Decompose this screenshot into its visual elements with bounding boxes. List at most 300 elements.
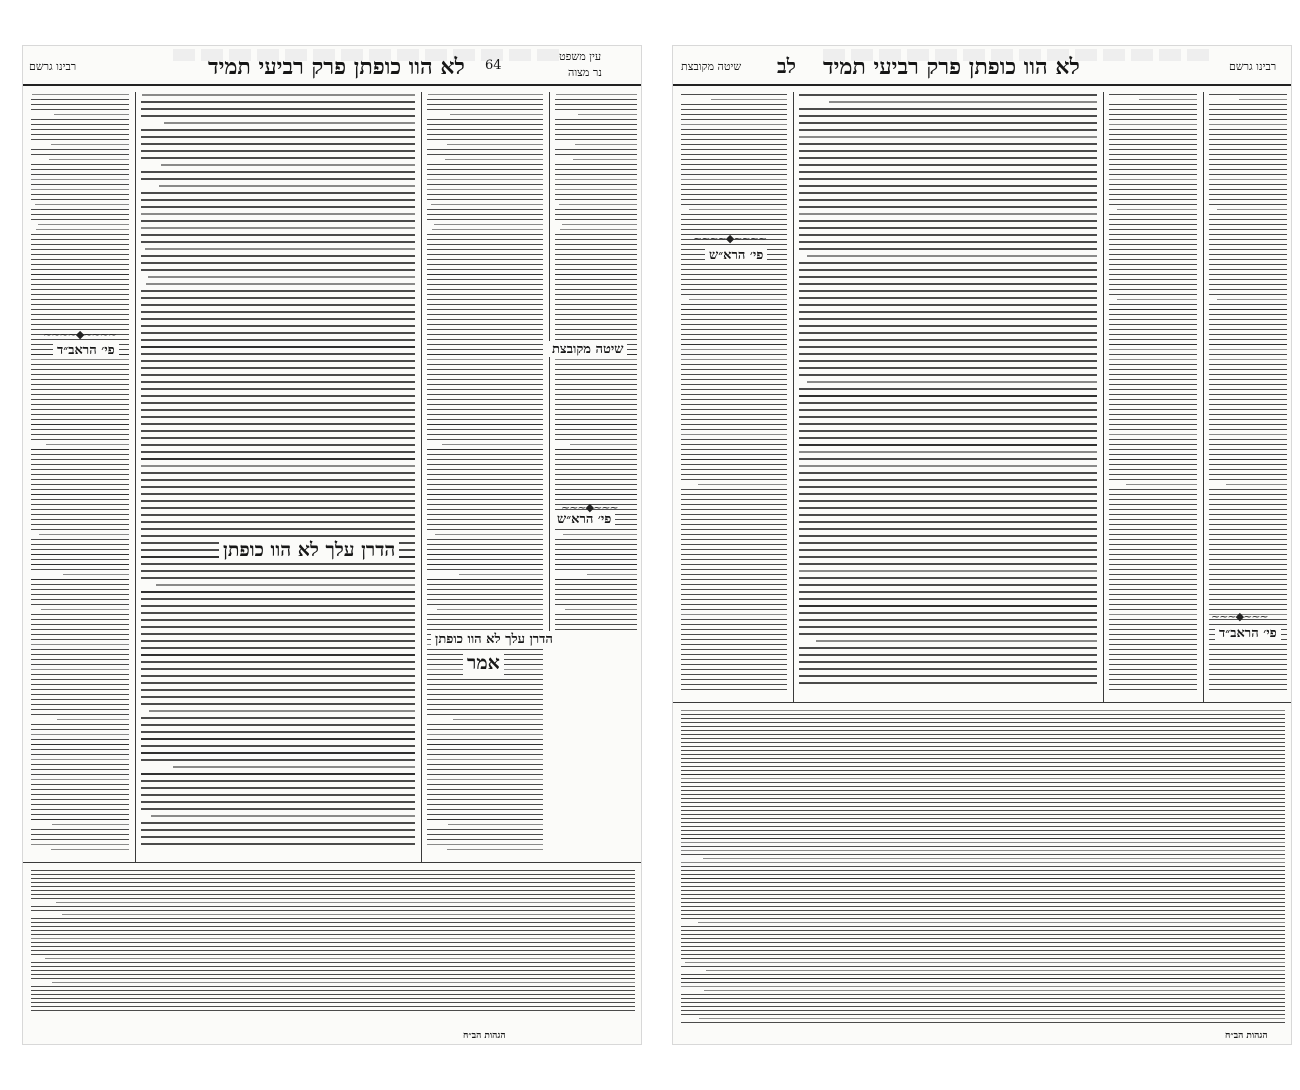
text-line [141, 136, 415, 138]
text-line [427, 784, 543, 785]
text-line [1109, 174, 1197, 175]
text-line [1109, 389, 1197, 390]
text-line [1209, 274, 1287, 275]
text-line [681, 798, 1285, 799]
text-line [681, 554, 787, 555]
text-line [799, 248, 1097, 250]
text-line [427, 104, 543, 105]
text-line [555, 624, 637, 625]
text-line [31, 499, 129, 500]
text-line [427, 704, 543, 705]
text-line [555, 309, 637, 310]
text-line [1209, 309, 1287, 310]
text-line [1209, 529, 1287, 530]
text-line [681, 866, 1285, 867]
text-line [141, 612, 415, 614]
text-line [555, 184, 637, 185]
text-line [681, 224, 787, 225]
text-line [31, 289, 129, 290]
right-col-foot [681, 710, 1285, 1026]
text-line [1209, 114, 1287, 115]
text-line [799, 325, 1097, 327]
text-line [427, 439, 543, 440]
text-line [141, 381, 415, 383]
text-line [681, 750, 1285, 751]
text-line [681, 614, 787, 615]
text-line [681, 279, 787, 280]
text-line [681, 349, 787, 350]
text-line [141, 101, 415, 103]
text-line [141, 661, 415, 663]
text-line [1109, 449, 1197, 450]
text-line [1109, 594, 1197, 595]
text-line [1209, 544, 1287, 545]
text-line [555, 404, 637, 405]
text-line [681, 834, 1285, 835]
text-line [1209, 319, 1287, 320]
text-line [799, 129, 1097, 131]
text-line [427, 329, 543, 330]
text-line [681, 544, 787, 545]
text-line [555, 584, 637, 585]
text-line [1109, 489, 1197, 490]
text-line [31, 474, 129, 475]
text-line [31, 966, 635, 967]
text-line [31, 309, 129, 310]
left-col-b [141, 94, 415, 854]
text-line [1109, 634, 1197, 635]
text-line [31, 369, 129, 370]
text-line [427, 334, 543, 335]
text-line [1209, 509, 1287, 510]
text-line [427, 99, 543, 100]
text-line [427, 254, 543, 255]
text-line [681, 109, 787, 110]
text-line [1109, 94, 1197, 95]
text-line [427, 564, 543, 565]
text-line [31, 814, 129, 815]
text-line [681, 124, 787, 125]
text-line [681, 514, 787, 515]
text-line [427, 409, 543, 410]
text-line [1109, 344, 1197, 345]
text-line [141, 479, 415, 481]
text-line [681, 229, 787, 230]
text-line [1209, 134, 1287, 135]
text-line [555, 449, 637, 450]
text-line [141, 528, 415, 530]
text-line [427, 744, 543, 745]
text-line [681, 504, 787, 505]
text-line [1209, 559, 1287, 560]
text-line [1209, 94, 1287, 95]
text-line [31, 134, 129, 135]
text-line [1109, 524, 1197, 525]
text-line [1109, 649, 1197, 650]
text-line [1109, 419, 1197, 420]
text-line [799, 633, 1097, 635]
text-line [555, 499, 637, 500]
ghost-glyph [1103, 49, 1125, 61]
text-line [31, 998, 635, 999]
left-amar-word: אמר [463, 652, 504, 675]
text-line [141, 388, 415, 390]
text-line [555, 324, 637, 325]
text-line [427, 274, 543, 275]
text-line [555, 269, 637, 270]
text-line [49, 159, 129, 160]
right-col-a [681, 94, 787, 694]
text-line [799, 164, 1097, 166]
text-line [1209, 569, 1287, 570]
text-line [427, 519, 543, 520]
text-line [31, 219, 129, 220]
text-line [1209, 464, 1287, 465]
text-line [681, 906, 1285, 907]
text-line [141, 773, 415, 775]
text-line [141, 731, 415, 733]
text-line [1209, 679, 1287, 680]
text-line [427, 799, 543, 800]
text-line [681, 599, 787, 600]
text-line [799, 402, 1097, 404]
text-line [681, 644, 787, 645]
text-line [711, 99, 787, 100]
text-line [681, 758, 1285, 759]
text-line [141, 255, 415, 257]
left-page-header [23, 46, 641, 86]
text-line [427, 804, 543, 805]
text-line [31, 664, 129, 665]
text-line [681, 524, 787, 525]
text-line [681, 434, 787, 435]
text-line [807, 381, 1097, 383]
text-line [681, 464, 787, 465]
text-line [442, 444, 543, 445]
text-line [681, 718, 1285, 719]
left-ornament-1: ~~~~◆~~~~ [43, 328, 117, 341]
text-line [141, 843, 415, 845]
text-line [141, 591, 415, 593]
text-line [578, 114, 637, 115]
text-line [1109, 519, 1197, 520]
text-line [427, 174, 543, 175]
text-line [1109, 654, 1197, 655]
text-line [1117, 209, 1197, 210]
text-line [56, 902, 635, 903]
text-line [1109, 479, 1197, 480]
text-line [31, 514, 129, 515]
text-line [555, 259, 637, 260]
text-line [141, 703, 415, 705]
text-line [799, 143, 1097, 145]
text-line [141, 241, 415, 243]
text-line [1209, 664, 1287, 665]
text-line [555, 239, 637, 240]
text-line [1109, 609, 1197, 610]
text-line [31, 569, 129, 570]
text-line [427, 139, 543, 140]
text-line [799, 451, 1097, 453]
text-line [681, 289, 787, 290]
text-line [681, 930, 1285, 931]
text-line [555, 189, 637, 190]
text-line [149, 710, 415, 712]
text-line [681, 978, 1285, 979]
text-line [1109, 164, 1197, 165]
text-line [555, 294, 637, 295]
text-line [1209, 344, 1287, 345]
left-label-raavad: פי׳ הראב״ד [53, 342, 119, 358]
text-line [689, 299, 787, 300]
text-line [681, 770, 1285, 771]
text-line [1209, 409, 1287, 410]
text-line [555, 454, 637, 455]
text-line [681, 954, 1285, 955]
text-line [164, 122, 415, 124]
text-line [427, 399, 543, 400]
text-line [799, 367, 1097, 369]
text-line [1109, 514, 1197, 515]
text-line [1109, 404, 1197, 405]
text-line [555, 394, 637, 395]
text-line [681, 449, 787, 450]
text-line [555, 419, 637, 420]
text-line [427, 429, 543, 430]
text-line [1109, 629, 1197, 630]
text-line [31, 882, 635, 883]
text-line [427, 589, 543, 590]
text-line [31, 409, 129, 410]
text-line [41, 609, 129, 610]
left-page-number: 64 [485, 58, 502, 73]
text-line [141, 696, 415, 698]
text-line [427, 489, 543, 490]
text-line [681, 842, 1285, 843]
text-line [681, 394, 787, 395]
text-line [1209, 279, 1287, 280]
text-line [1209, 489, 1287, 490]
text-line [1109, 204, 1197, 205]
text-line [799, 311, 1097, 313]
text-line [427, 464, 543, 465]
text-line [31, 284, 129, 285]
text-line [1209, 574, 1287, 575]
text-line [555, 149, 637, 150]
text-line [555, 169, 637, 170]
text-line [681, 1002, 1285, 1003]
left-page [22, 45, 642, 1045]
text-line [799, 598, 1097, 600]
text-line [681, 1014, 1285, 1015]
text-line [1109, 424, 1197, 425]
text-line [31, 564, 129, 565]
text-line [681, 684, 787, 685]
text-line [427, 809, 543, 810]
text-line [427, 734, 543, 735]
text-line [145, 248, 415, 250]
text-line [427, 794, 543, 795]
text-line [681, 878, 1285, 879]
text-line [555, 219, 637, 220]
text-line [31, 314, 129, 315]
text-line [141, 675, 415, 677]
text-line [31, 834, 129, 835]
text-line [555, 489, 637, 490]
text-line [681, 354, 787, 355]
text-line [427, 694, 543, 695]
text-line [141, 325, 415, 327]
text-line [555, 569, 637, 570]
text-line [1209, 294, 1287, 295]
text-line [141, 213, 415, 215]
left-rule-2 [421, 92, 422, 862]
text-line [31, 269, 129, 270]
text-line [555, 319, 637, 320]
text-line [31, 624, 129, 625]
text-line [31, 129, 129, 130]
text-line [31, 244, 129, 245]
text-line [1109, 444, 1197, 445]
text-line [1109, 379, 1197, 380]
text-line [1109, 469, 1197, 470]
text-line [427, 649, 543, 650]
text-line [31, 494, 129, 495]
text-line [31, 174, 129, 175]
text-line [555, 429, 637, 430]
text-line [173, 766, 415, 768]
text-line [1209, 524, 1287, 525]
text-line [681, 926, 1285, 927]
text-line [427, 469, 543, 470]
text-line [681, 454, 787, 455]
text-line [555, 559, 637, 560]
left-hadran-small: הדרן עלך לא הוו כופתן [431, 631, 557, 647]
text-line [447, 144, 543, 145]
text-line [681, 359, 787, 360]
text-line [52, 824, 129, 825]
text-line [141, 115, 415, 117]
text-line [427, 619, 543, 620]
text-line [1109, 409, 1197, 410]
text-line [31, 299, 129, 300]
text-line [141, 220, 415, 222]
text-line [31, 779, 129, 780]
text-line [681, 950, 1285, 951]
text-line [1109, 454, 1197, 455]
text-line [555, 179, 637, 180]
text-line [799, 626, 1097, 628]
text-line [1209, 289, 1287, 290]
text-line [681, 870, 1285, 871]
text-line [142, 94, 415, 96]
text-line [31, 739, 129, 740]
text-line [681, 534, 787, 535]
text-line [31, 389, 129, 390]
text-line [555, 154, 637, 155]
text-line [681, 404, 787, 405]
text-line [555, 329, 637, 330]
text-line [427, 814, 543, 815]
right-ornament-1: ~~~~◆~~~~ [693, 232, 767, 245]
text-line [141, 787, 415, 789]
text-line [555, 469, 637, 470]
text-line [427, 279, 543, 280]
text-line [555, 364, 637, 365]
text-line [141, 206, 415, 208]
text-line [31, 124, 129, 125]
text-line [1109, 149, 1197, 150]
text-line [1209, 329, 1287, 330]
text-line [1209, 474, 1287, 475]
text-line [1209, 454, 1287, 455]
text-line [681, 104, 787, 105]
right-label-rosh: פי׳ הרא״ש [705, 247, 767, 263]
text-line [681, 946, 1285, 947]
text-line [699, 1018, 1285, 1019]
text-line [1209, 404, 1287, 405]
text-line [575, 144, 637, 145]
text-line [31, 829, 129, 830]
text-line [427, 449, 543, 450]
text-line [1209, 154, 1287, 155]
text-line [1109, 249, 1197, 250]
text-line [427, 134, 543, 135]
text-line [427, 689, 543, 690]
text-line [141, 626, 415, 628]
text-line [681, 459, 787, 460]
text-line [1109, 224, 1197, 225]
text-line [681, 862, 1285, 863]
text-line [141, 745, 415, 747]
text-line [141, 318, 415, 320]
text-line [799, 437, 1097, 439]
text-line [31, 559, 129, 560]
text-line [1109, 624, 1197, 625]
text-line [681, 364, 787, 365]
text-line [141, 304, 415, 306]
text-line [1209, 169, 1287, 170]
text-line [427, 769, 543, 770]
text-line [681, 934, 1285, 935]
text-line [31, 918, 635, 919]
text-line [799, 416, 1097, 418]
text-line [555, 474, 637, 475]
text-line [681, 838, 1285, 839]
text-line [681, 199, 787, 200]
text-line [1209, 324, 1287, 325]
text-line [31, 319, 129, 320]
text-line [681, 214, 787, 215]
text-line [799, 304, 1097, 306]
text-line [681, 898, 1285, 899]
text-line [141, 507, 415, 509]
text-line [555, 334, 637, 335]
text-line [1109, 244, 1197, 245]
text-line [799, 542, 1097, 544]
text-line [31, 938, 635, 939]
text-line [555, 564, 637, 565]
text-line [1209, 604, 1287, 605]
text-line [432, 229, 543, 230]
text-line [1109, 264, 1197, 265]
text-line [681, 119, 787, 120]
text-line [453, 719, 543, 720]
text-line [681, 329, 787, 330]
text-line [1209, 449, 1287, 450]
text-line [704, 990, 1285, 991]
text-line [141, 836, 415, 838]
